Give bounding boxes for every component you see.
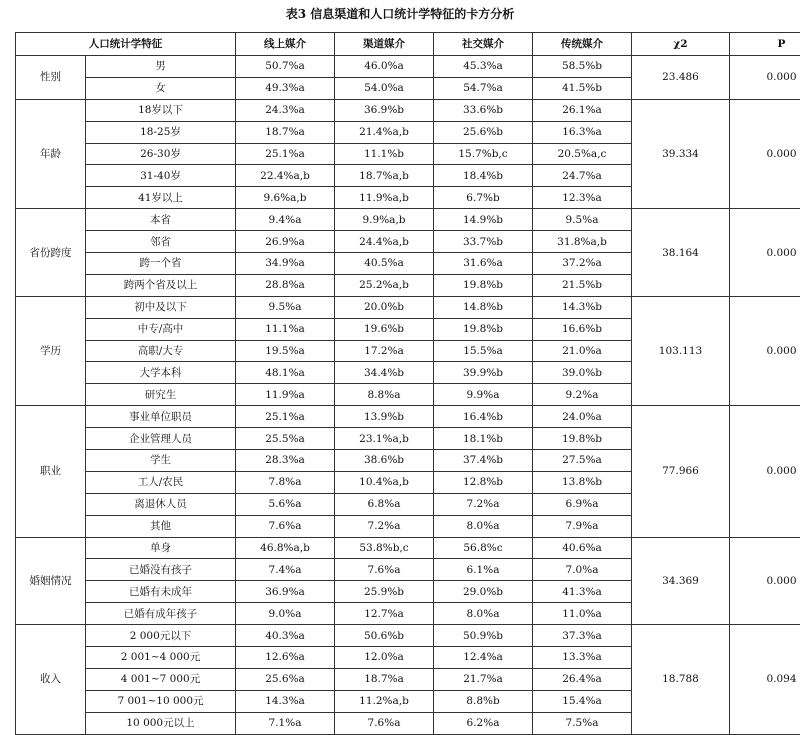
row-label: 本省 — [86, 209, 236, 231]
value-cell: 41.5%b — [533, 77, 632, 99]
header-chi-square: χ2 — [632, 33, 730, 56]
value-cell: 26.9%a — [236, 231, 335, 253]
value-cell: 20.0%b — [335, 296, 434, 318]
row-label: 2 000元以下 — [86, 625, 236, 647]
value-cell: 27.5%a — [533, 450, 632, 472]
value-cell: 33.6%b — [434, 99, 533, 121]
value-cell: 8.0%a — [434, 603, 533, 625]
value-cell: 40.5%a — [335, 253, 434, 275]
header-channel-media: 渠道媒介 — [335, 33, 434, 56]
value-cell: 37.3%a — [533, 625, 632, 647]
value-cell: 11.1%b — [335, 143, 434, 165]
value-cell: 36.9%a — [236, 581, 335, 603]
value-cell: 56.8%c — [434, 537, 533, 559]
value-cell: 54.0%a — [335, 77, 434, 99]
value-cell: 13.9%b — [335, 406, 434, 428]
table-row — [16, 56, 800, 78]
value-cell: 19.5%a — [236, 340, 335, 362]
value-cell: 12.6%a — [236, 647, 335, 669]
value-cell: 12.7%a — [335, 603, 434, 625]
value-cell: 34.4%b — [335, 362, 434, 384]
value-cell: 19.8%b — [434, 318, 533, 340]
value-cell: 9.0%a — [236, 603, 335, 625]
value-cell: 19.6%b — [335, 318, 434, 340]
value-cell: 28.8%a — [236, 274, 335, 296]
value-cell: 22.4%a,b — [236, 165, 335, 187]
value-cell: 37.4%b — [434, 450, 533, 472]
header-demographic: 人口统计学特征 — [16, 33, 236, 56]
row-label: 女 — [86, 77, 236, 99]
value-cell: 7.6%a — [335, 559, 434, 581]
value-cell: 33.7%b — [434, 231, 533, 253]
table-row — [16, 209, 800, 231]
row-label: 工人/农民 — [86, 471, 236, 493]
value-cell: 7.8%a — [236, 471, 335, 493]
value-cell: 6.7%b — [434, 187, 533, 209]
row-label: 已婚没有孩子 — [86, 559, 236, 581]
value-cell: 50.9%b — [434, 625, 533, 647]
value-cell: 39.0%b — [533, 362, 632, 384]
value-cell: 31.8%a,b — [533, 231, 632, 253]
value-cell: 26.1%a — [533, 99, 632, 121]
value-cell: 7.6%a — [236, 515, 335, 537]
value-cell: 5.6%a — [236, 493, 335, 515]
value-cell: 21.4%a,b — [335, 121, 434, 143]
table-row — [16, 99, 800, 121]
row-label: 其他 — [86, 515, 236, 537]
value-cell: 21.5%b — [533, 274, 632, 296]
value-cell: 12.3%a — [533, 187, 632, 209]
table-row — [16, 537, 800, 559]
value-cell: 45.3%a — [434, 56, 533, 78]
value-cell: 6.2%a — [434, 712, 533, 734]
value-cell: 25.2%a,b — [335, 274, 434, 296]
value-cell: 24.3%a — [236, 99, 335, 121]
row-label: 26-30岁 — [86, 143, 236, 165]
value-cell: 50.6%b — [335, 625, 434, 647]
row-label: 企业管理人员 — [86, 428, 236, 450]
p-value: 0.000 — [730, 406, 800, 537]
chi-square-value: 39.334 — [632, 99, 730, 208]
row-label: 离退休人员 — [86, 493, 236, 515]
value-cell: 6.1%a — [434, 559, 533, 581]
value-cell: 48.1%a — [236, 362, 335, 384]
row-label: 大学本科 — [86, 362, 236, 384]
group-label: 省份跨度 — [16, 209, 86, 297]
row-label: 10 000元以上 — [86, 712, 236, 734]
value-cell: 11.1%a — [236, 318, 335, 340]
value-cell: 11.2%a,b — [335, 690, 434, 712]
value-cell: 34.9%a — [236, 253, 335, 275]
row-label: 邻省 — [86, 231, 236, 253]
group-label: 年龄 — [16, 99, 86, 208]
value-cell: 40.6%a — [533, 537, 632, 559]
value-cell: 14.3%b — [533, 296, 632, 318]
value-cell: 19.8%b — [434, 274, 533, 296]
value-cell: 19.8%b — [533, 428, 632, 450]
value-cell: 18.1%b — [434, 428, 533, 450]
group-label: 职业 — [16, 406, 86, 537]
value-cell: 49.3%a — [236, 77, 335, 99]
group-label: 婚姻情况 — [16, 537, 86, 625]
value-cell: 28.3%a — [236, 450, 335, 472]
value-cell: 14.3%a — [236, 690, 335, 712]
value-cell: 7.4%a — [236, 559, 335, 581]
value-cell: 18.7%a — [236, 121, 335, 143]
header-social-media: 社交媒介 — [434, 33, 533, 56]
value-cell: 21.0%a — [533, 340, 632, 362]
row-label: 初中及以下 — [86, 296, 236, 318]
value-cell: 25.1%a — [236, 406, 335, 428]
value-cell: 8.8%b — [434, 690, 533, 712]
value-cell: 12.4%a — [434, 647, 533, 669]
chi-square-value: 18.788 — [632, 625, 730, 734]
value-cell: 15.4%a — [533, 690, 632, 712]
row-label: 跨两个省及以上 — [86, 274, 236, 296]
value-cell: 25.5%a — [236, 428, 335, 450]
value-cell: 7.2%a — [434, 493, 533, 515]
value-cell: 12.0%a — [335, 647, 434, 669]
value-cell: 6.8%a — [335, 493, 434, 515]
value-cell: 17.2%a — [335, 340, 434, 362]
table-row — [16, 296, 800, 318]
p-value: 0.094 — [730, 625, 800, 734]
value-cell: 10.4%a,b — [335, 471, 434, 493]
value-cell: 25.9%b — [335, 581, 434, 603]
value-cell: 9.5%a — [533, 209, 632, 231]
value-cell: 9.9%a,b — [335, 209, 434, 231]
chi-square-table — [15, 32, 800, 735]
value-cell: 38.6%b — [335, 450, 434, 472]
value-cell: 7.2%a — [335, 515, 434, 537]
value-cell: 18.4%b — [434, 165, 533, 187]
value-cell: 9.6%a,b — [236, 187, 335, 209]
value-cell: 7.5%a — [533, 712, 632, 734]
value-cell: 18.7%a,b — [335, 165, 434, 187]
group-label: 收入 — [16, 625, 86, 734]
value-cell: 40.3%a — [236, 625, 335, 647]
value-cell: 9.2%a — [533, 384, 632, 406]
value-cell: 23.1%a,b — [335, 428, 434, 450]
value-cell: 11.0%a — [533, 603, 632, 625]
value-cell: 13.3%a — [533, 647, 632, 669]
table-row — [16, 406, 800, 428]
value-cell: 11.9%a,b — [335, 187, 434, 209]
row-label: 单身 — [86, 537, 236, 559]
chi-square-value: 38.164 — [632, 209, 730, 297]
value-cell: 25.6%b — [434, 121, 533, 143]
value-cell: 24.0%a — [533, 406, 632, 428]
value-cell: 7.6%a — [335, 712, 434, 734]
value-cell: 20.5%a,c — [533, 143, 632, 165]
chi-square-value: 34.369 — [632, 537, 730, 625]
row-label: 4 001~7 000元 — [86, 668, 236, 690]
group-label: 学历 — [16, 296, 86, 405]
table-row — [16, 625, 800, 647]
value-cell: 39.9%b — [434, 362, 533, 384]
value-cell: 6.9%a — [533, 493, 632, 515]
value-cell: 36.9%b — [335, 99, 434, 121]
p-value: 0.000 — [730, 99, 800, 208]
value-cell: 15.7%b,c — [434, 143, 533, 165]
value-cell: 24.4%a,b — [335, 231, 434, 253]
row-label: 18岁以下 — [86, 99, 236, 121]
p-value: 0.000 — [730, 296, 800, 405]
value-cell: 13.8%b — [533, 471, 632, 493]
value-cell: 25.1%a — [236, 143, 335, 165]
row-label: 高职/大专 — [86, 340, 236, 362]
value-cell: 18.7%a — [335, 668, 434, 690]
row-label: 学生 — [86, 450, 236, 472]
value-cell: 58.5%b — [533, 56, 632, 78]
value-cell: 7.0%a — [533, 559, 632, 581]
value-cell: 9.5%a — [236, 296, 335, 318]
value-cell: 16.4%b — [434, 406, 533, 428]
row-label: 中专/高中 — [86, 318, 236, 340]
value-cell: 53.8%b,c — [335, 537, 434, 559]
value-cell: 11.9%a — [236, 384, 335, 406]
chi-square-value: 23.486 — [632, 56, 730, 100]
value-cell: 12.8%b — [434, 471, 533, 493]
row-label: 41岁以上 — [86, 187, 236, 209]
value-cell: 14.9%b — [434, 209, 533, 231]
row-label: 7 001~10 000元 — [86, 690, 236, 712]
value-cell: 46.0%a — [335, 56, 434, 78]
row-label: 已婚有未成年 — [86, 581, 236, 603]
p-value: 0.000 — [730, 209, 800, 297]
table-body — [16, 56, 800, 735]
row-label: 事业单位职员 — [86, 406, 236, 428]
row-label: 跨一个省 — [86, 253, 236, 275]
value-cell: 29.0%b — [434, 581, 533, 603]
value-cell: 26.4%a — [533, 668, 632, 690]
value-cell: 14.8%b — [434, 296, 533, 318]
group-label: 性别 — [16, 56, 86, 100]
value-cell: 46.8%a,b — [236, 537, 335, 559]
value-cell: 7.1%a — [236, 712, 335, 734]
header-row — [16, 33, 800, 56]
value-cell: 8.8%a — [335, 384, 434, 406]
p-value: 0.000 — [730, 56, 800, 100]
value-cell: 21.7%a — [434, 668, 533, 690]
table-caption: 表3 信息渠道和人口统计学特征的卡方分析 — [0, 0, 800, 28]
chi-square-value: 77.966 — [632, 406, 730, 537]
p-value: 0.000 — [730, 537, 800, 625]
value-cell: 15.5%a — [434, 340, 533, 362]
value-cell: 31.6%a — [434, 253, 533, 275]
header-traditional-media: 传统媒介 — [533, 33, 632, 56]
row-label: 已婚有成年孩子 — [86, 603, 236, 625]
value-cell: 8.0%a — [434, 515, 533, 537]
value-cell: 24.7%a — [533, 165, 632, 187]
row-label: 男 — [86, 56, 236, 78]
value-cell: 25.6%a — [236, 668, 335, 690]
value-cell: 9.4%a — [236, 209, 335, 231]
chi-square-value: 103.113 — [632, 296, 730, 405]
header-online-media: 线上媒介 — [236, 33, 335, 56]
value-cell: 16.3%a — [533, 121, 632, 143]
row-label: 2 001~4 000元 — [86, 647, 236, 669]
value-cell: 41.3%a — [533, 581, 632, 603]
value-cell: 16.6%b — [533, 318, 632, 340]
value-cell: 54.7%a — [434, 77, 533, 99]
row-label: 31-40岁 — [86, 165, 236, 187]
row-label: 18-25岁 — [86, 121, 236, 143]
row-label: 研究生 — [86, 384, 236, 406]
value-cell: 50.7%a — [236, 56, 335, 78]
value-cell: 37.2%a — [533, 253, 632, 275]
header-p-value: P — [730, 33, 800, 56]
value-cell: 9.9%a — [434, 384, 533, 406]
value-cell: 7.9%a — [533, 515, 632, 537]
